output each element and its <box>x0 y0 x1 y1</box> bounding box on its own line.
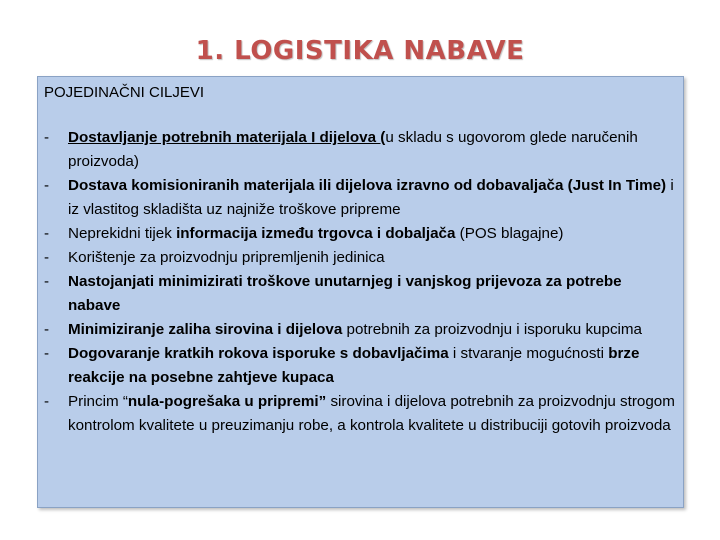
list-item <box>38 390 678 438</box>
list-item <box>38 126 678 174</box>
list-item-text: u skladu s ugovorom glede naručenih proizvoda) <box>68 129 638 170</box>
list-item-text: Dostavljanje potrebnih materijala I dijelova ( <box>68 129 386 146</box>
objectives-list <box>38 126 678 438</box>
objectives-box <box>37 76 684 508</box>
slide-title: 1. LOGISTIKA NABAVE <box>195 36 525 66</box>
bullet-dash: - <box>44 129 50 146</box>
list-item <box>38 342 678 390</box>
list-item-text: Minimiziranje zaliha sirovina i dijelova <box>68 321 343 338</box>
box-title: POJEDINAČNI CILJEVI <box>44 84 205 101</box>
bullet-dash: - <box>44 321 50 338</box>
list-item-text: informacija između trgovca i dobaljača <box>176 225 456 242</box>
list-item-text: Nastojanjati minimizirati troškove unutarnjeg i vanjskog prijevoza za potrebe nabave <box>68 273 622 314</box>
bullet-dash: - <box>44 345 50 362</box>
bullet-dash: - <box>44 393 50 410</box>
list-item-text: (POS blagajne) <box>455 225 564 242</box>
list-item <box>38 318 678 342</box>
list-item <box>38 270 678 318</box>
list-item-text: sirovina i dijelova potrebnih za proizvodnju strogom kontrolom kvalitete u preuzimanju robe, a kontrola kvalitete u distribuciji gotovih proizvoda <box>68 393 675 434</box>
list-item-text: Dogovaranje kratkih rokova isporuke s dobavljačima <box>68 345 449 362</box>
bullet-dash: - <box>44 273 50 290</box>
bullet-dash: - <box>44 249 50 266</box>
list-item <box>38 246 678 270</box>
bullet-dash: - <box>44 225 50 242</box>
list-item-text: Princim “ <box>68 393 128 410</box>
list-item-text: nula-pogrešaka u pripremi” <box>127 393 327 410</box>
bullet-dash: - <box>44 177 50 194</box>
list-item-text: Korištenje za proizvodnju pripremljenih jedinica <box>68 249 385 266</box>
list-item-text: i stvaranje mogućnosti <box>448 345 609 362</box>
list-item-text: i iz vlastitog skladišta uz najniže troškove pripreme <box>68 177 674 218</box>
list-item-text: Dostava komisioniranih materijala ili dijelova izravno od dobavaljača (Just In Time) <box>68 177 667 194</box>
list-item-text: potrebnih za proizvodnju i isporuku kupcima <box>342 321 643 338</box>
list-item <box>38 174 678 222</box>
list-item <box>38 222 678 246</box>
list-item-text: Neprekidni tijek <box>68 225 177 242</box>
list-item-text: brze reakcije na posebne zahtjeve kupaca <box>68 345 640 386</box>
